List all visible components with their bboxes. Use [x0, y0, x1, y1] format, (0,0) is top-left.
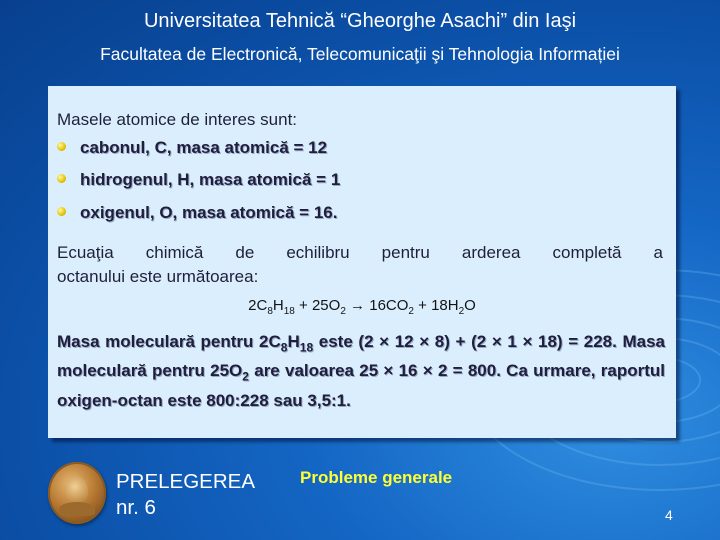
bullet-dot-icon: [57, 174, 66, 183]
bullet-oxygen: [57, 203, 337, 223]
chemical-equation: [48, 297, 676, 317]
page-number: 4: [665, 507, 673, 523]
lecture-topic: Probleme generale: [300, 468, 453, 487]
eq-sub: 2: [408, 306, 414, 317]
eq-sub: 8: [267, 306, 273, 317]
lecture-label: PRELEGEREA: [116, 470, 255, 493]
mass-sub: 8: [280, 340, 288, 355]
eq-sub: 18: [283, 306, 295, 317]
content-panel: [48, 86, 676, 438]
equation-intro-line1: Ecuaţia chimică de echilibru pentru arderea completă a: [57, 243, 663, 262]
mass-part: are valoarea 25 × 16 × 2 = 800. Ca urmare, raportul oxigen-octan este 800:228 sau 3,5:1.: [57, 361, 665, 410]
eq-sub: 2: [340, 306, 346, 317]
equation-intro-line2: octanului este următoarea:: [57, 267, 259, 286]
mass-sub: 2: [242, 369, 249, 384]
faculty-subtitle: Facultatea de Electronică, Telecomunicaţii şi Tehnologia Informației: [100, 44, 620, 64]
intro-text: Masele atomice de interes sunt:: [57, 110, 298, 129]
eq-part: 2C: [248, 297, 268, 314]
bullet-dot-icon: [57, 207, 66, 216]
molecular-mass-paragraph: [57, 330, 665, 412]
equation-intro: [57, 241, 663, 289]
eq-sub: 2: [458, 306, 465, 317]
medallion-shoulders: [59, 502, 95, 516]
bullet-carbon: [57, 138, 327, 158]
eq-part: O: [464, 297, 476, 314]
mass-part: H: [287, 332, 300, 351]
mass-part: este (2 × 12 × 8) + (2 × 1 × 18) = 228. Masa moleculară pentru 25O: [57, 332, 665, 381]
bullet-dot-icon: [57, 142, 66, 151]
mass-sub: 18: [299, 340, 314, 355]
bullet-text: oxigenul, O, masa atomică = 16.: [80, 203, 338, 222]
eq-part: + 18H: [413, 297, 459, 314]
eq-part: → 16CO: [345, 297, 409, 314]
bullet-text: hidrogenul, H, masa atomică = 1: [80, 170, 341, 189]
bullet-hydrogen: [57, 170, 340, 190]
lecture-number: nr. 6: [116, 496, 156, 519]
eq-part: H: [272, 297, 284, 314]
bullet-text: cabonul, C, masa atomică = 12: [80, 138, 328, 157]
eq-part: + 25O: [294, 297, 341, 314]
portrait-medallion-icon: [48, 462, 106, 524]
university-title: Universitatea Tehnică “Gheorghe Asachi” din Iaşi: [143, 10, 577, 32]
mass-part: Masa moleculară pentru 2C: [57, 332, 281, 351]
